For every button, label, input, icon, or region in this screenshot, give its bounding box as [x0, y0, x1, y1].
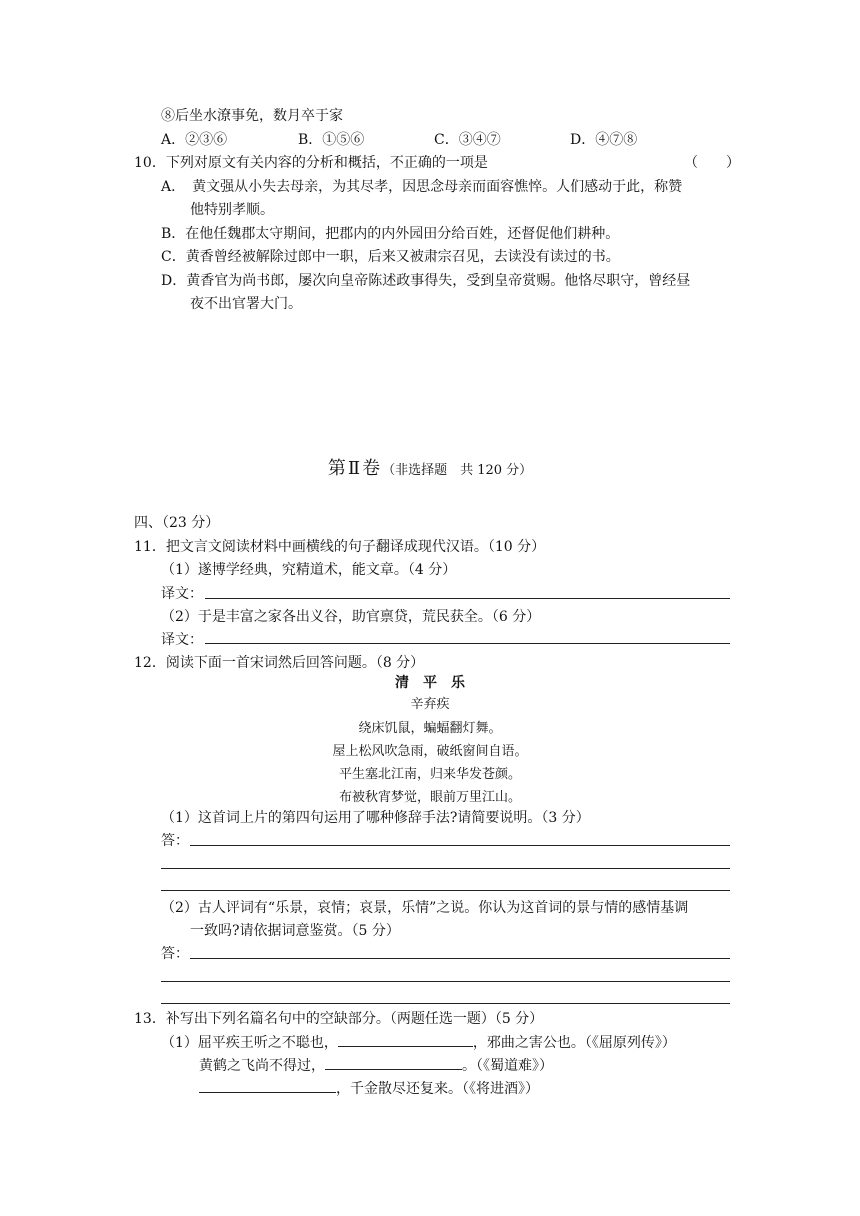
- q13-blank-2[interactable]: [325, 1055, 462, 1070]
- q11-answer-label-2: 译文：: [161, 632, 203, 648]
- q10-option-d-line2: 夜不出官署大门。: [190, 296, 302, 312]
- q12-answer-line-2a[interactable]: [190, 958, 730, 959]
- q9-item-8: ⑧后坐水潦事免，数月卒于家: [161, 108, 343, 124]
- q13-line-3: [199, 1078, 539, 1099]
- q13-line-2: [199, 1055, 553, 1076]
- part2-heading: [0, 456, 860, 484]
- poem-line-3: 平生塞北江南，归来华发苍颜。: [338, 767, 521, 782]
- q9-option-a: A．②③⑥: [161, 132, 228, 148]
- q13-line-1: [161, 1032, 676, 1053]
- q11-answer-line-2[interactable]: [205, 643, 730, 644]
- q13-line-1-prefix: （1）屈平疾王听之不聪也，: [161, 1035, 338, 1051]
- q9-option-d: D．④⑦⑧: [570, 132, 638, 148]
- poem-line-1: 绕床饥鼠，蝙蝠翻灯舞。: [358, 721, 502, 736]
- q10-option-a-line1: A． 黄文强从小失去母亲，为其尽孝，因思念母亲而面容憔悴。人们感动于此，称赞: [161, 179, 683, 195]
- q12-sub-question-2-line1: （2）古人评词有“乐景，哀情；哀景，乐情”之说。你认为这首词的景与情的感情基调: [161, 900, 689, 916]
- q13-line-3-suffix: ，千金散尽还复来。（《将进酒》）: [336, 1081, 539, 1097]
- q10-stem: 10．下列对原文有关内容的分析和概括，不正确的一项是: [134, 155, 488, 171]
- q12-answer-label-2: 答：: [161, 946, 189, 962]
- q12-answer-line-1a[interactable]: [190, 845, 730, 846]
- q11-answer-label-1: 译文：: [161, 586, 203, 602]
- q13-blank-3[interactable]: [199, 1078, 336, 1093]
- q13-line-2-prefix: 黄鹤之飞尚不得过，: [199, 1058, 325, 1074]
- q12-answer-line-1c[interactable]: [161, 890, 730, 891]
- q11-stem: 11．把文言文阅读材料中画横线的句子翻译成现代汉语。（10 分）: [134, 539, 546, 555]
- poem-title: 清 平 乐: [395, 675, 465, 691]
- q12-stem: 12．阅读下面一首宋词然后回答问题。（8 分）: [134, 655, 425, 671]
- q11-sentence-2: （2）于是丰富之家各出义谷，助官禀贷，荒民获全。（6 分）: [161, 609, 541, 625]
- part2-subtitle: （非选择题 共 120 分）: [382, 463, 533, 478]
- part2-title: 第Ⅱ卷: [327, 458, 383, 479]
- q9-option-b: B．①⑤⑥: [298, 132, 365, 148]
- q11-sentence-1: （1）遂博学经典，究精道术，能文章。（4 分）: [161, 562, 457, 578]
- q10-option-d-line1: D．黄香官为尚书郎，屡次向皇帝陈述政事得失，受到皇帝赏赐。他恪尽职守，曾经昼: [161, 273, 691, 289]
- q13-line-2-suffix: 。（《蜀道难》）: [462, 1058, 553, 1074]
- q12-sub-question-2-line2: 一致吗?请依据词意鉴赏。（5 分）: [190, 923, 400, 939]
- q10-option-c: C．黄香曾经被解除过郎中一职，后来又被肃宗召见，去读没有读过的书。: [161, 249, 620, 265]
- q13-blank-1[interactable]: [338, 1032, 473, 1047]
- q11-answer-line-1[interactable]: [205, 598, 730, 599]
- section4-heading: 四、（23 分）: [134, 515, 220, 531]
- q12-sub-question-1: （1）这首词上片的第四句运用了哪种修辞手法?请简要说明。（3 分）: [161, 810, 590, 826]
- poem-line-4: 布被秋宵梦觉，眼前万里江山。: [338, 790, 521, 805]
- q10-option-a-line2: 他特别孝顺。: [190, 202, 274, 218]
- q12-answer-line-2c[interactable]: [161, 1003, 730, 1004]
- q12-answer-line-1b[interactable]: [161, 868, 730, 869]
- q12-answer-label-1: 答：: [161, 833, 189, 849]
- q10-answer-paren: （ ）: [684, 155, 740, 171]
- q10-option-b: B．在他任魏郡太守期间，把郡内的内外园田分给百姓，还督促他们耕种。: [161, 226, 620, 242]
- q9-option-c: C．③④⑦: [434, 132, 501, 148]
- poem-author: 辛弃疾: [410, 697, 450, 712]
- q13-stem: 13．补写出下列名篇名句中的空缺部分。（两题任选一题）（5 分）: [134, 1011, 544, 1027]
- q12-answer-line-2b[interactable]: [161, 981, 730, 982]
- q13-line-1-suffix: ，邪曲之害公也。（《屈原列传》）: [472, 1035, 676, 1051]
- poem-line-2: 屋上松风吹急雨，破纸窗间自语。: [332, 744, 528, 759]
